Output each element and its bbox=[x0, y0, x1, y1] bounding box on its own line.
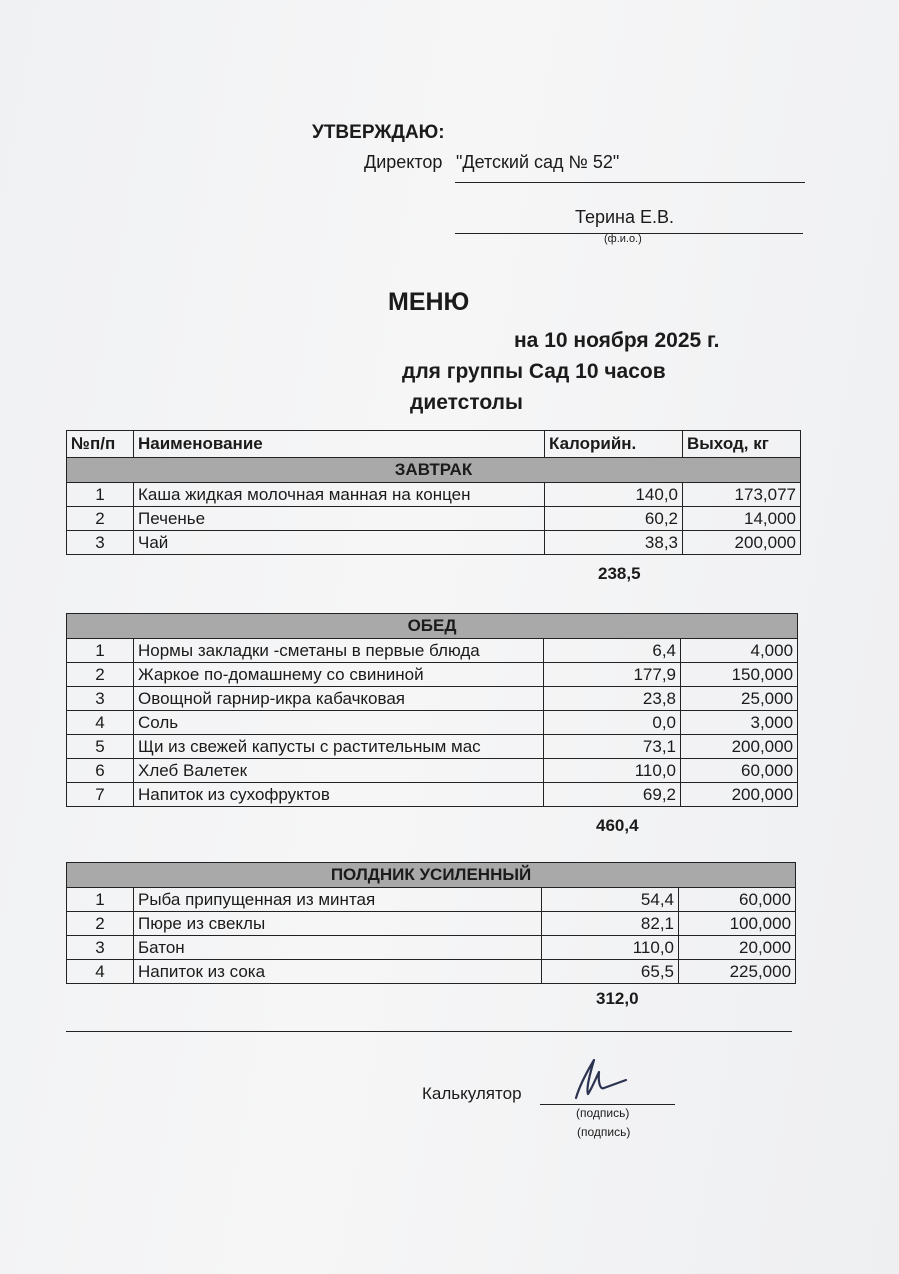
row-num: 6 bbox=[67, 759, 134, 783]
row-name: Нормы закладки -сметаны в первые блюда bbox=[134, 639, 544, 663]
row-num: 7 bbox=[67, 783, 134, 807]
header-num: №п/п bbox=[67, 431, 134, 458]
section-title-breakfast: ЗАВТРАК bbox=[67, 458, 801, 483]
snack-table bbox=[66, 862, 796, 984]
row-num: 2 bbox=[67, 663, 134, 687]
header-calories: Калорийн. bbox=[545, 431, 683, 458]
row-name: Батон bbox=[134, 936, 542, 960]
row-num: 5 bbox=[67, 735, 134, 759]
row-output: 150,000 bbox=[681, 663, 798, 687]
row-calories: 177,9 bbox=[544, 663, 681, 687]
row-calories: 60,2 bbox=[545, 507, 683, 531]
row-num: 2 bbox=[67, 912, 134, 936]
row-calories: 82,1 bbox=[542, 912, 679, 936]
row-name: Напиток из сока bbox=[134, 960, 542, 984]
row-name: Жаркое по-домашнему со свининой bbox=[134, 663, 544, 687]
row-calories: 0,0 bbox=[544, 711, 681, 735]
row-name: Щи из свежей капусты с растительным мас bbox=[134, 735, 544, 759]
table-row bbox=[67, 888, 796, 912]
table-row bbox=[67, 531, 801, 555]
table-row bbox=[67, 735, 798, 759]
row-num: 2 bbox=[67, 507, 134, 531]
row-name: Рыба припущенная из минтая bbox=[134, 888, 542, 912]
table-row bbox=[67, 663, 798, 687]
row-num: 1 bbox=[67, 483, 134, 507]
row-calories: 6,4 bbox=[544, 639, 681, 663]
row-calories: 69,2 bbox=[544, 783, 681, 807]
row-calories: 38,3 bbox=[545, 531, 683, 555]
director-value: "Детский сад № 52" bbox=[456, 152, 620, 172]
table-row bbox=[67, 711, 798, 735]
section-title-lunch: ОБЕД bbox=[67, 614, 798, 639]
row-output: 25,000 bbox=[681, 687, 798, 711]
row-calories: 110,0 bbox=[542, 936, 679, 960]
row-output: 200,000 bbox=[683, 531, 801, 555]
row-output: 14,000 bbox=[683, 507, 801, 531]
row-output: 20,000 bbox=[679, 936, 796, 960]
row-calories: 65,5 bbox=[542, 960, 679, 984]
row-num: 1 bbox=[67, 639, 134, 663]
approve-heading: УТВЕРЖДАЮ: bbox=[312, 122, 445, 143]
row-num: 4 bbox=[67, 960, 134, 984]
breakfast-table bbox=[66, 430, 801, 555]
row-name: Соль bbox=[134, 711, 544, 735]
row-output: 60,000 bbox=[679, 888, 796, 912]
row-num: 3 bbox=[67, 936, 134, 960]
row-num: 1 bbox=[67, 888, 134, 912]
signature-line bbox=[540, 1104, 675, 1105]
row-name: Напиток из сухофруктов bbox=[134, 783, 544, 807]
row-calories: 73,1 bbox=[544, 735, 681, 759]
row-num: 3 bbox=[67, 687, 134, 711]
row-name: Овощной гарнир-икра кабачковая bbox=[134, 687, 544, 711]
table-header-row bbox=[67, 431, 801, 458]
row-name: Печенье bbox=[134, 507, 545, 531]
handwritten-signature bbox=[566, 1054, 636, 1104]
row-output: 4,000 bbox=[681, 639, 798, 663]
signature-caption-2: (подпись) bbox=[577, 1125, 631, 1139]
calculator-label: Калькулятор bbox=[422, 1084, 522, 1103]
director-label: Директор bbox=[364, 152, 443, 172]
section-title-snack: ПОЛДНИК УСИЛЕННЫЙ bbox=[67, 863, 796, 888]
table-row bbox=[67, 639, 798, 663]
table-row bbox=[67, 687, 798, 711]
director-underline bbox=[455, 182, 805, 183]
row-output: 100,000 bbox=[679, 912, 796, 936]
row-output: 200,000 bbox=[681, 735, 798, 759]
row-name: Хлеб Валетек bbox=[134, 759, 544, 783]
signature-caption: (подпись) bbox=[576, 1106, 630, 1120]
lunch-total: 460,4 bbox=[596, 816, 639, 835]
table-row bbox=[67, 936, 796, 960]
breakfast-total: 238,5 bbox=[598, 564, 641, 583]
row-num: 4 bbox=[67, 711, 134, 735]
table-row bbox=[67, 507, 801, 531]
header-name: Наименование bbox=[134, 431, 545, 458]
row-calories: 140,0 bbox=[545, 483, 683, 507]
row-name: Каша жидкая молочная манная на концен bbox=[134, 483, 545, 507]
row-name: Чай bbox=[134, 531, 545, 555]
table-row bbox=[67, 783, 798, 807]
row-output: 225,000 bbox=[679, 960, 796, 984]
fio-caption: (ф.и.о.) bbox=[604, 233, 642, 245]
section-row bbox=[67, 458, 801, 483]
table-row bbox=[67, 960, 796, 984]
menu-group: для группы Сад 10 часов bbox=[402, 360, 666, 383]
row-output: 173,077 bbox=[683, 483, 801, 507]
row-calories: 23,8 bbox=[544, 687, 681, 711]
row-output: 60,000 bbox=[681, 759, 798, 783]
director-fio: Терина Е.В. bbox=[575, 207, 675, 227]
lunch-table bbox=[66, 613, 798, 807]
menu-date: на 10 ноября 2025 г. bbox=[514, 329, 720, 352]
table-row bbox=[67, 912, 796, 936]
row-output: 3,000 bbox=[681, 711, 798, 735]
row-calories: 54,4 bbox=[542, 888, 679, 912]
section-row bbox=[67, 614, 798, 639]
menu-diet: диетстолы bbox=[410, 391, 523, 414]
section-row bbox=[67, 863, 796, 888]
snack-total: 312,0 bbox=[596, 989, 639, 1008]
table-row bbox=[67, 483, 801, 507]
row-calories: 110,0 bbox=[544, 759, 681, 783]
row-output: 200,000 bbox=[681, 783, 798, 807]
menu-title: МЕНЮ bbox=[388, 288, 470, 316]
table-row bbox=[67, 759, 798, 783]
row-name: Пюре из свеклы bbox=[134, 912, 542, 936]
header-output: Выход, кг bbox=[683, 431, 801, 458]
bottom-divider bbox=[66, 1031, 792, 1032]
row-num: 3 bbox=[67, 531, 134, 555]
